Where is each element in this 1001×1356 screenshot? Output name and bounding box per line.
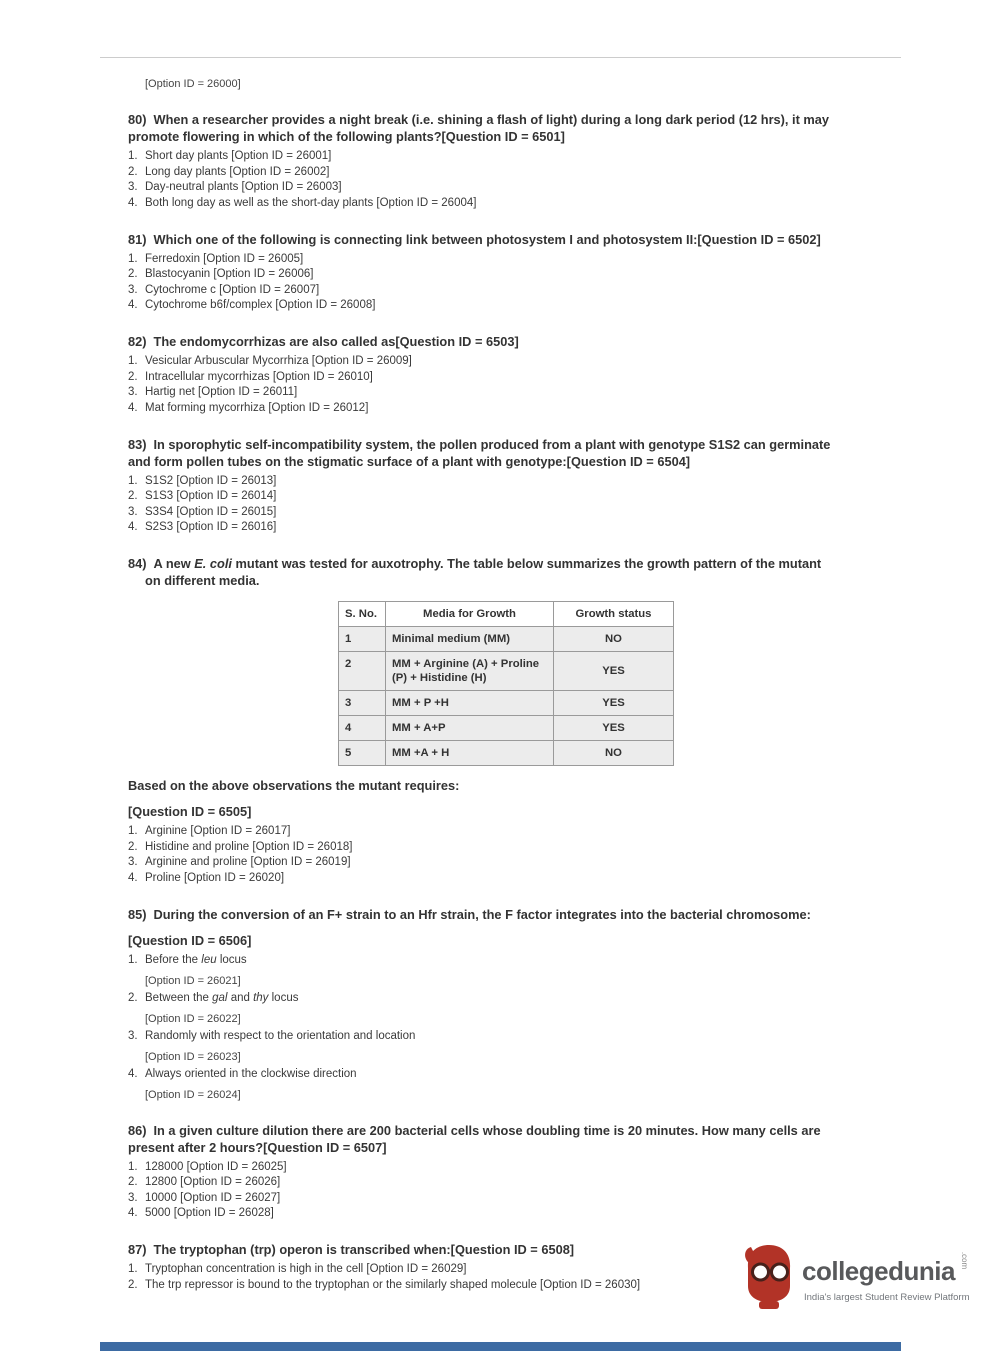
option — [128, 385, 876, 400]
page-bottom-bar — [100, 1342, 901, 1351]
option-text: Histidine and proline [Option ID = 26018] — [145, 840, 353, 853]
option-text: S2S3 [Option ID = 26016] — [145, 521, 277, 533]
question-text — [128, 436, 836, 470]
option-text: Day-neutral plants [Option ID = 26003] — [145, 181, 342, 193]
cell-media: MM + A+P — [386, 716, 554, 741]
options-list — [128, 149, 876, 211]
table-row — [339, 691, 674, 716]
question-number: 87) — [128, 1242, 147, 1257]
option-text: Cytochrome c [Option ID = 26007] — [145, 283, 320, 296]
question-82 — [128, 333, 876, 416]
question-body-post: mutant was tested for auxotrophy. The table below summarizes the growth pattern of the mutant on different media. — [145, 556, 822, 588]
table-row — [339, 627, 674, 652]
options-list — [128, 252, 876, 314]
question-86 — [128, 1122, 876, 1222]
option — [128, 1160, 876, 1175]
option-text: Proline [Option ID = 26020] — [145, 871, 285, 884]
option-number: 2. — [128, 490, 138, 502]
question-body: In a given culture dilution there are 200 bacterial cells whose doubling time is 20 minutes. How many cells are present after 2 hours?[Question ID = 6507] — [128, 1122, 821, 1155]
col-header-media: Media for Growth — [386, 602, 554, 627]
brand-wordmark: collegedunia — [802, 1256, 955, 1286]
document-page — [100, 57, 901, 1342]
option-number: 2. — [128, 1176, 138, 1188]
options-list — [128, 953, 876, 1102]
question-number: 84) — [128, 556, 147, 571]
cell-media: MM +A + H — [386, 741, 554, 766]
option-text-pre: Between the — [145, 991, 213, 1004]
option-number: 1. — [128, 150, 138, 162]
option — [128, 824, 876, 839]
question-body-pre: A new — [153, 556, 195, 571]
question-text — [128, 555, 836, 589]
option — [128, 474, 876, 489]
question-84 — [128, 555, 876, 886]
stray-option-id: [Option ID = 26000] — [145, 78, 241, 90]
option-text: S1S3 [Option ID = 26014] — [145, 490, 277, 502]
option — [128, 401, 876, 416]
option-text: Mat forming mycorrhiza [Option ID = 26012] — [145, 401, 369, 414]
option — [128, 1067, 876, 1082]
question-body: Which one of the following is connecting link between photosystem I and photosystem II:[Question ID = 6502] — [153, 231, 821, 247]
option-number: 4. — [128, 401, 138, 414]
question-id-line: [Question ID = 6506] — [128, 932, 252, 948]
option-number: 3. — [128, 283, 138, 296]
option-number: 2. — [128, 840, 138, 853]
option — [128, 953, 876, 968]
option-text-italic: gal — [212, 991, 228, 1004]
option-number: 1. — [128, 953, 138, 966]
option — [128, 252, 876, 267]
option-number: 2. — [128, 370, 138, 383]
option — [128, 871, 876, 886]
cell-sno: 4 — [339, 716, 386, 741]
question-id-line: [Question ID = 6505] — [128, 804, 252, 819]
option-number: 1. — [128, 252, 138, 265]
question-85 — [128, 906, 876, 1102]
option-text-post: locus — [268, 991, 299, 1004]
option-text: Randomly with respect to the orientation and location — [145, 1029, 416, 1042]
question-text — [128, 1122, 836, 1156]
option-number: 2. — [128, 991, 138, 1004]
question-number: 80) — [128, 112, 147, 127]
table-row — [339, 741, 674, 766]
question-number: 81) — [128, 231, 147, 247]
option-number: 1. — [128, 1263, 138, 1275]
option — [128, 196, 876, 211]
option-text: S3S4 [Option ID = 26015] — [145, 505, 277, 518]
options-list — [128, 354, 876, 416]
option-id-line: [Option ID = 26022] — [145, 1012, 241, 1025]
option-number: 1. — [128, 355, 138, 367]
question-body: When a researcher provides a night break (i.e. shining a flash of light) during a long dark period (12 hrs), it may promote flowering in which of the following plants?[Question ID = 6501] — [128, 112, 830, 144]
option-number: 3. — [128, 856, 138, 868]
option — [128, 489, 876, 504]
option-number: 4. — [128, 521, 138, 533]
option — [128, 1206, 876, 1221]
option-text: The trp repressor is bound to the tryptophan or the similarly shaped molecule [Option ID = 26030] — [145, 1278, 641, 1291]
option — [128, 354, 876, 369]
question-81 — [128, 231, 876, 314]
col-header-sno: S. No. — [339, 602, 386, 627]
option — [128, 991, 876, 1006]
option-text: Arginine [Option ID = 26017] — [145, 825, 291, 837]
question-body-italic: E. coli — [194, 556, 232, 571]
option — [128, 370, 876, 385]
option-text: Vesicular Arbuscular Mycorrhiza [Option ID = 26009] — [145, 355, 412, 367]
option-number: 4. — [128, 871, 138, 884]
question-body: The tryptophan (trp) operon is transcribed when:[Question ID = 6508] — [153, 1242, 575, 1257]
question-body: The endomycorrhizas are also called as[Question ID = 6503] — [153, 334, 519, 349]
question-text — [128, 906, 836, 923]
option-text: Intracellular mycorrhizas [Option ID = 26010] — [145, 370, 373, 383]
question-83 — [128, 436, 876, 536]
option-text — [145, 991, 876, 1006]
brand-suffix: .com — [960, 1251, 970, 1270]
option-number: 2. — [128, 268, 138, 280]
option-text: Cytochrome b6f/complex [Option ID = 26008] — [145, 299, 376, 311]
question-number: 83) — [128, 436, 147, 452]
option-text-mid: and — [227, 991, 254, 1004]
table-header-row — [339, 602, 674, 627]
option — [128, 855, 876, 870]
option-id-line: [Option ID = 26021] — [145, 974, 241, 987]
option-number: 2. — [128, 165, 138, 178]
cell-media: MM + Arginine (A) + Proline (P) + Histidine (H) — [386, 652, 554, 691]
option-text: Both long day as well as the short-day plants [Option ID = 26004] — [145, 196, 477, 209]
option — [128, 180, 876, 195]
option-text-pre: Before the — [145, 953, 202, 966]
cell-sno: 2 — [339, 652, 386, 691]
question-text — [128, 231, 836, 248]
option-number: 4. — [128, 196, 138, 209]
option — [128, 165, 876, 180]
cell-sno: 5 — [339, 741, 386, 766]
question-body: During the conversion of an F+ strain to an Hfr strain, the F factor integrates into the bacterial chromosome: — [153, 906, 811, 922]
option-text: 10000 [Option ID = 26027] — [145, 1191, 281, 1204]
option — [128, 283, 876, 298]
option-text: Tryptophan concentration is high in the cell [Option ID = 26029] — [145, 1263, 467, 1275]
cell-status: YES — [554, 652, 674, 691]
option-number: 4. — [128, 1207, 138, 1219]
option — [128, 267, 876, 282]
option — [128, 149, 876, 164]
option-number: 4. — [128, 1067, 138, 1080]
option-text-italic: thy — [253, 991, 269, 1004]
question-body: In sporophytic self-incompatibility system, the pollen produced from a plant with genotype S1S2 can germinate and form pollen tubes on the stigmatic surface of a plant with genotype:[Question ID = 6504] — [128, 436, 831, 469]
option-number: 3. — [128, 1191, 138, 1204]
option-text-post: locus — [216, 953, 247, 966]
option-id-line: [Option ID = 26023] — [145, 1050, 241, 1063]
cell-status: NO — [554, 741, 674, 766]
option-number: 3. — [128, 181, 138, 193]
option-number: 4. — [128, 299, 138, 311]
option-text: Short day plants [Option ID = 26001] — [145, 150, 332, 162]
option — [128, 1191, 876, 1206]
cell-status: YES — [554, 716, 674, 741]
option-text: 128000 [Option ID = 26025] — [145, 1160, 287, 1173]
option — [128, 505, 876, 520]
option-number: 1. — [128, 1160, 138, 1173]
cell-sno: 1 — [339, 627, 386, 652]
option-number: 3. — [128, 386, 138, 398]
brand-tagline: India's largest Student Review Platform — [804, 1292, 970, 1303]
col-header-status: Growth status — [554, 602, 674, 627]
cell-sno: 3 — [339, 691, 386, 716]
question-number: 86) — [128, 1122, 147, 1138]
option-text: S1S2 [Option ID = 26013] — [145, 474, 277, 487]
question-number: 85) — [128, 906, 147, 922]
table-row — [339, 716, 674, 741]
question-text — [128, 111, 836, 145]
option-text: 12800 [Option ID = 26026] — [145, 1176, 281, 1188]
option — [128, 1175, 876, 1190]
cell-media: Minimal medium (MM) — [386, 627, 554, 652]
options-list — [128, 474, 876, 536]
option-text: Hartig net [Option ID = 26011] — [145, 386, 298, 398]
option — [128, 520, 876, 535]
question-80 — [128, 111, 876, 211]
option-number: 2. — [128, 1278, 138, 1291]
growth-table — [338, 601, 674, 766]
question-text — [128, 333, 836, 350]
collegedunia-mascot-icon — [742, 1242, 796, 1310]
option — [128, 1029, 876, 1044]
collegedunia-logo — [742, 1242, 982, 1320]
option-id-line: [Option ID = 26024] — [145, 1088, 241, 1101]
option-text: Ferredoxin [Option ID = 26005] — [145, 252, 304, 265]
option-text: Arginine and proline [Option ID = 26019] — [145, 856, 351, 868]
based-observations-line: Based on the above observations the mutant requires: — [128, 778, 460, 793]
option-number: 1. — [128, 474, 138, 487]
cell-media: MM + P +H — [386, 691, 554, 716]
table-row — [339, 652, 674, 691]
option-number: 3. — [128, 1029, 138, 1042]
option — [128, 298, 876, 313]
option-text: Long day plants [Option ID = 26002] — [145, 165, 330, 178]
question-text — [128, 1241, 836, 1258]
question-number: 82) — [128, 334, 147, 349]
cell-status: YES — [554, 691, 674, 716]
option-text — [145, 953, 876, 968]
option-number: 1. — [128, 825, 138, 837]
option — [128, 840, 876, 855]
cell-status: NO — [554, 627, 674, 652]
brand-line — [802, 1251, 973, 1287]
option-text: 5000 [Option ID = 26028] — [145, 1207, 274, 1219]
option-text: Blastocyanin [Option ID = 26006] — [145, 268, 314, 280]
options-list — [128, 824, 876, 886]
option-number: 3. — [128, 505, 138, 518]
option-text: Always oriented in the clockwise direction — [145, 1067, 357, 1080]
options-list — [128, 1160, 876, 1222]
option-text-italic: leu — [201, 953, 217, 966]
